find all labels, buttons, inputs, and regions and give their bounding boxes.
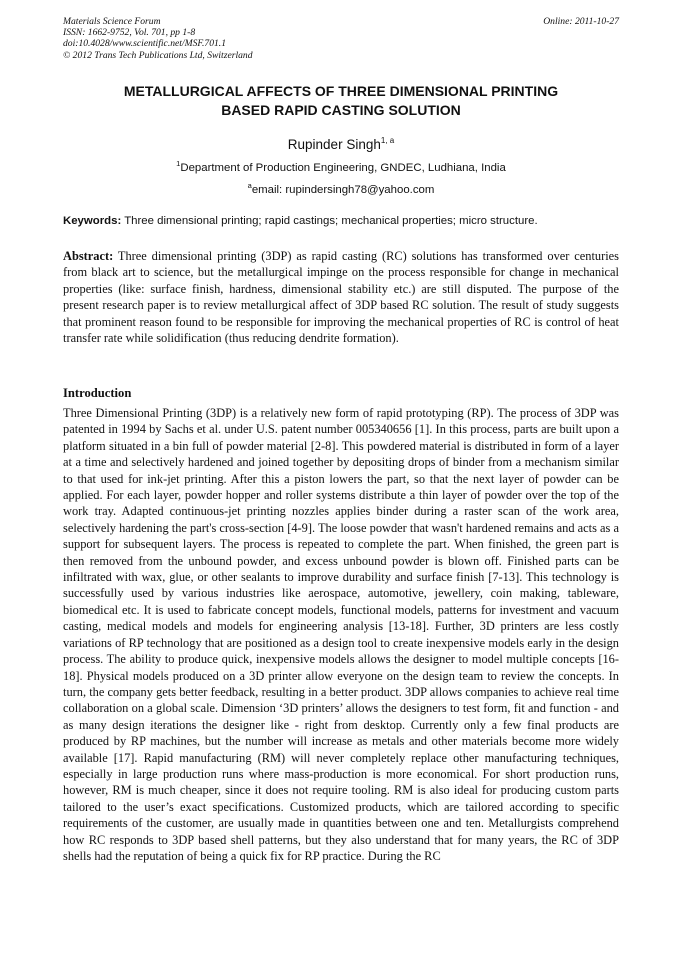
journal-header [63,16,619,61]
keywords-label: Keywords: [63,215,122,227]
email-line [63,179,619,197]
affiliation-text: Department of Production Engineering, GNDEC, Ludhiana, India [180,162,506,174]
author-line [63,132,619,153]
journal-name: Materials Science Forum [63,16,161,27]
paper-title [63,82,619,120]
issn-line: ISSN: 1662-9752, Vol. 701, pp 1-8 [63,27,196,39]
email-marker: a [247,181,252,190]
email-text: email: rupindersingh78@yahoo.com [251,184,435,196]
keywords-text: Three dimensional printing; rapid castings; mechanical properties; micro structure. [124,215,538,227]
author-superscript: 1, a [380,136,395,145]
title-line-1: METALLURGICAL AFFECTS OF THREE DIMENSIONAL PRINTING [123,83,559,99]
abstract-paragraph [63,248,619,346]
introduction-heading: Introduction [63,386,132,400]
copyright-line: © 2012 Trans Tech Publications Ltd, Switzerland [63,49,253,61]
affiliation-line [63,157,619,175]
abstract-text: Three dimensional printing (3DP) as rapid casting (RC) solutions has transformed over centuries from black art to science, but the metallurgical impinge on the process responsible for change in mechanical properties (like: surface finish, hardness, dimensional stability etc.) are still disputed. The purpose of the present research paper is to review metallurgical affect of 3DP based RC solution. The result of study suggests that prominent reason found to be responsible for improving the mechanical properties of RC is control of heat transfer rate while solidification (thus reducing dendrite formation). [63,249,620,346]
affiliation-marker: 1 [176,159,181,168]
abstract-label: Abstract: [63,249,114,263]
author-name: Rupinder Singh [287,137,381,152]
doi-line: doi:10.4028/www.scientific.net/MSF.701.1 [63,38,226,50]
online-date: Online: 2011-10-27 [543,16,619,27]
keywords-line [63,214,619,228]
introduction-paragraph: Three Dimensional Printing (3DP) is a relatively new form of rapid prototyping (RP). The process of 3DP was patented in 1994 by Sachs et al. under U.S. patent number 005340656 [1]. In this process, parts are built upon a platform situated in a bin full of powder material [2-8]. This powdered material is distributed in form of a layer at a time and selectively hardened and joined together by depositing drops of binder from a mechanism similar to that used for ink-jet printing. After this a piston lowers the part, so that the next layer of powder can be applied. For each layer, powder hopper and roller systems distribute a thin layer of powder over the top of the work tray. Adapted continuous-jet printing nozzles applies binder during a raster scan of the work area, selectively hardening the part's cross-section [4-9]. The loose powder that wasn't hardened remains and acts as a support for subsequent layers. The process is repeated to complete the part. When finished, the green part is then removed from the unbound powder, and excess unbound powder is blown off. Finished parts can be infiltrated with wax, glue, or other sealants to improve durability and surface finish [7-13]. This technology is successfully used by various industries like aerospace, automotive, jewellery, coin making, tableware, biomedical etc. It is used to fabricate concept models, functional models, patterns for investment and vacuum casting, medical models and models for engineering analysis [13-18]. Further, 3D printers are less costly variations of RP technology that are positioned as a design tool to create inexpensive models early in the design process. The ability to produce quick, inexpensive models allows the designer to model multiple concepts [16-18]. Physical models produced on a 3D printer allow everyone on the design team to review the concepts. In turn, the company gets better feedback, resulting in a better product. 3DP allows companies to achieve real time collaboration on a global scale. Dimension ‘3D printers’ allows the designers to test form, fit and function - and as many design iterations the designer like - right from desktop. Currently only a few final products are produced by RP machines, but the number will increase as metals and other materials become more widely available [17]. Rapid manufacturing (RM) will never completely replace other manufacturing techniques, especially in large production runs where mass-production is more economical. For short production runs, however, RM is much cheaper, since it does not require tooling. RM is also ideal for producing custom parts tailored to the user’s exact specifications. Customized products, which are tailored according to specific requirements of the customer, are usually made in quantities between one and ten. Metallurgists comprehend how RC responds to 3DP based shell patterns, but they also understand that for many years, the RC of 3DP shells had the reputation of being a quick fix for RP practice. During the RC [63,406,619,863]
title-line-2: BASED RAPID CASTING SOLUTION [221,102,461,118]
